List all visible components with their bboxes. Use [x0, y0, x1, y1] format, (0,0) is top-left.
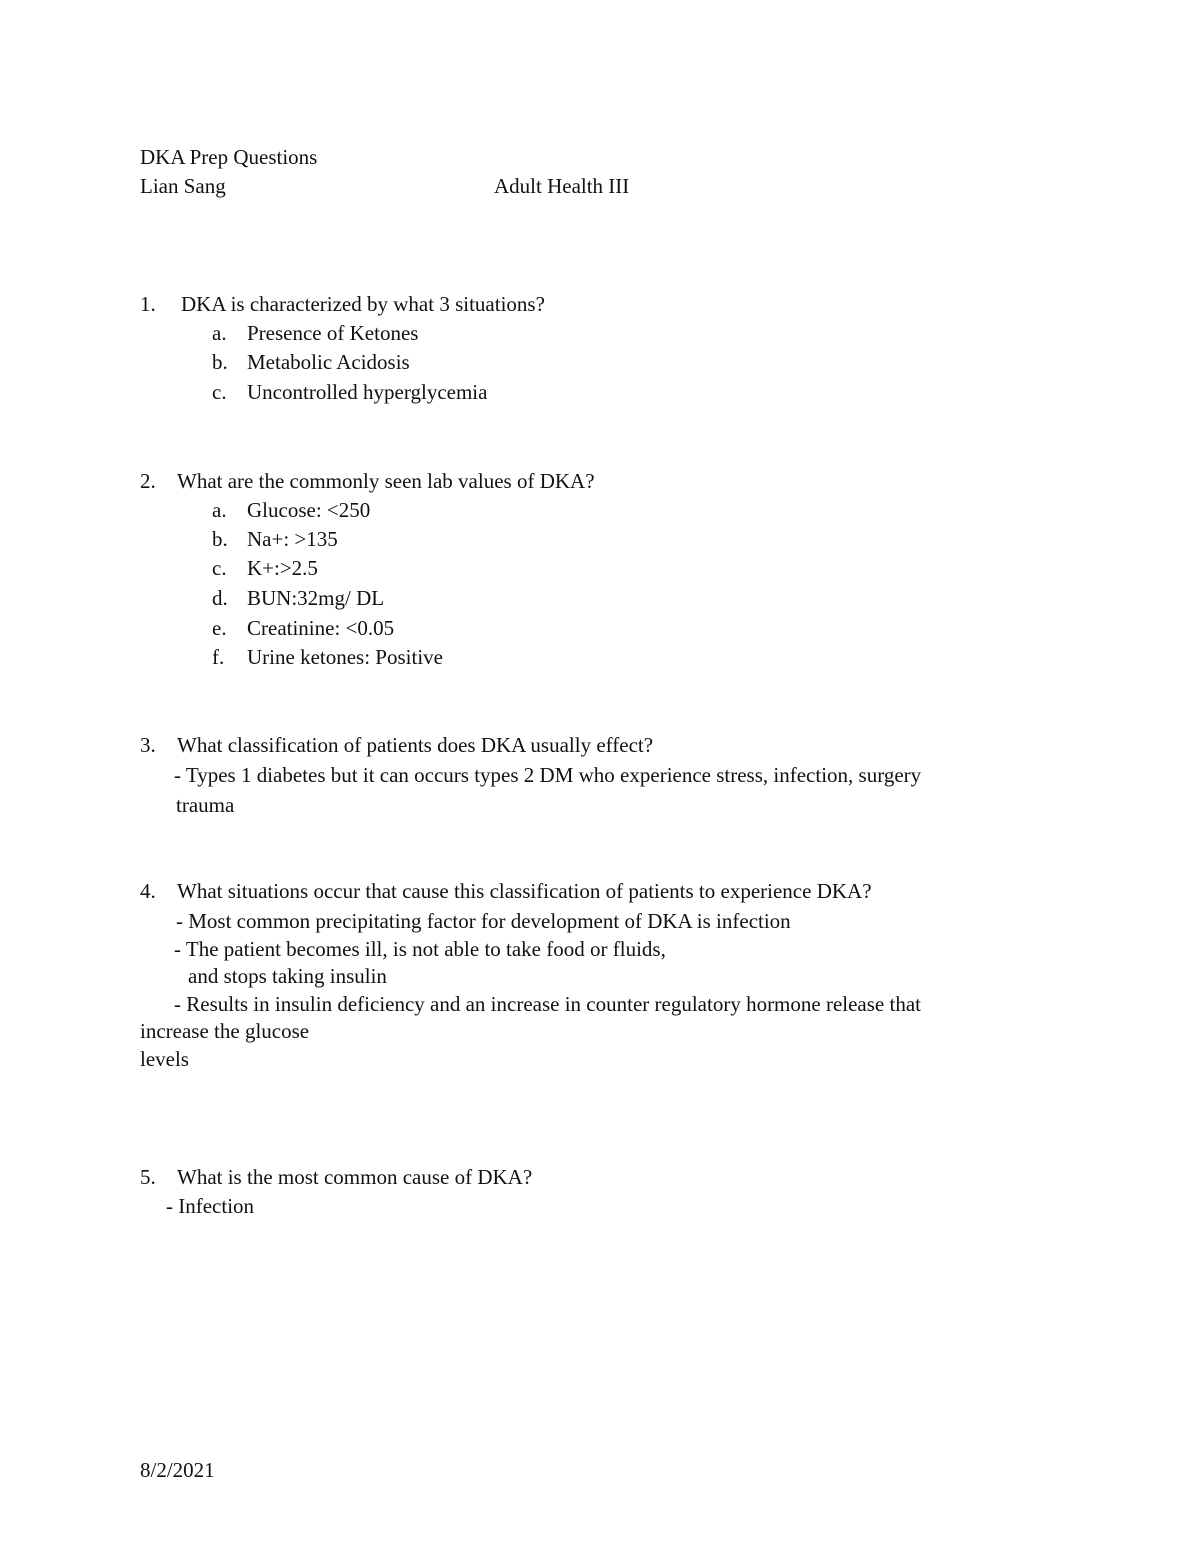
item-letter: a. [212, 498, 227, 522]
question-number: 5. [140, 1165, 156, 1189]
answer-line: - Infection [166, 1194, 255, 1218]
item-letter: d. [212, 586, 228, 610]
author-name: Lian Sang [140, 174, 226, 198]
answer-line: - Types 1 diabetes but it can occurs types 2 DM who experience stress, infection, surgery [174, 763, 922, 787]
answer-line: levels [140, 1047, 189, 1071]
item-text: BUN:32mg/ DL [247, 586, 385, 610]
question-number: 1. [140, 292, 156, 316]
item-letter: a. [212, 321, 227, 345]
item-text: Creatinine: <0.05 [247, 616, 395, 640]
document-title: DKA Prep Questions [140, 145, 318, 169]
item-text: Urine ketones: Positive [247, 645, 443, 669]
footer-date: 8/2/2021 [140, 1458, 215, 1482]
course-name: Adult Health III [494, 174, 630, 198]
answer-line: trauma [176, 793, 235, 817]
question-text: What situations occur that cause this classification of patients to experience DKA? [177, 879, 872, 903]
item-letter: c. [212, 556, 227, 580]
answer-line: - Most common precipitating factor for development of DKA is infection [176, 909, 791, 933]
item-letter: c. [212, 380, 227, 404]
item-letter: b. [212, 527, 228, 551]
question-text: What is the most common cause of DKA? [177, 1165, 533, 1189]
item-text: K+:>2.5 [247, 556, 318, 580]
item-text: Metabolic Acidosis [247, 350, 410, 374]
answer-line: increase the glucose [140, 1019, 310, 1043]
question-number: 2. [140, 469, 156, 493]
item-text: Na+: >135 [247, 527, 338, 551]
question-number: 3. [140, 733, 156, 757]
item-letter: f. [212, 645, 225, 669]
answer-line: - Results in insulin deficiency and an increase in counter regulatory hormone release that [174, 992, 921, 1016]
item-letter: b. [212, 350, 228, 374]
question-text: What classification of patients does DKA usually effect? [177, 733, 654, 757]
answer-line: and stops taking insulin [188, 964, 387, 988]
item-text: Uncontrolled hyperglycemia [247, 380, 488, 404]
answer-line: - The patient becomes ill, is not able to take food or fluids, [174, 937, 666, 961]
question-text: What are the commonly seen lab values of DKA? [177, 469, 595, 493]
item-letter: e. [212, 616, 227, 640]
item-text: Presence of Ketones [247, 321, 419, 345]
question-text: DKA is characterized by what 3 situations? [181, 292, 545, 316]
question-number: 4. [140, 879, 156, 903]
item-text: Glucose: <250 [247, 498, 371, 522]
